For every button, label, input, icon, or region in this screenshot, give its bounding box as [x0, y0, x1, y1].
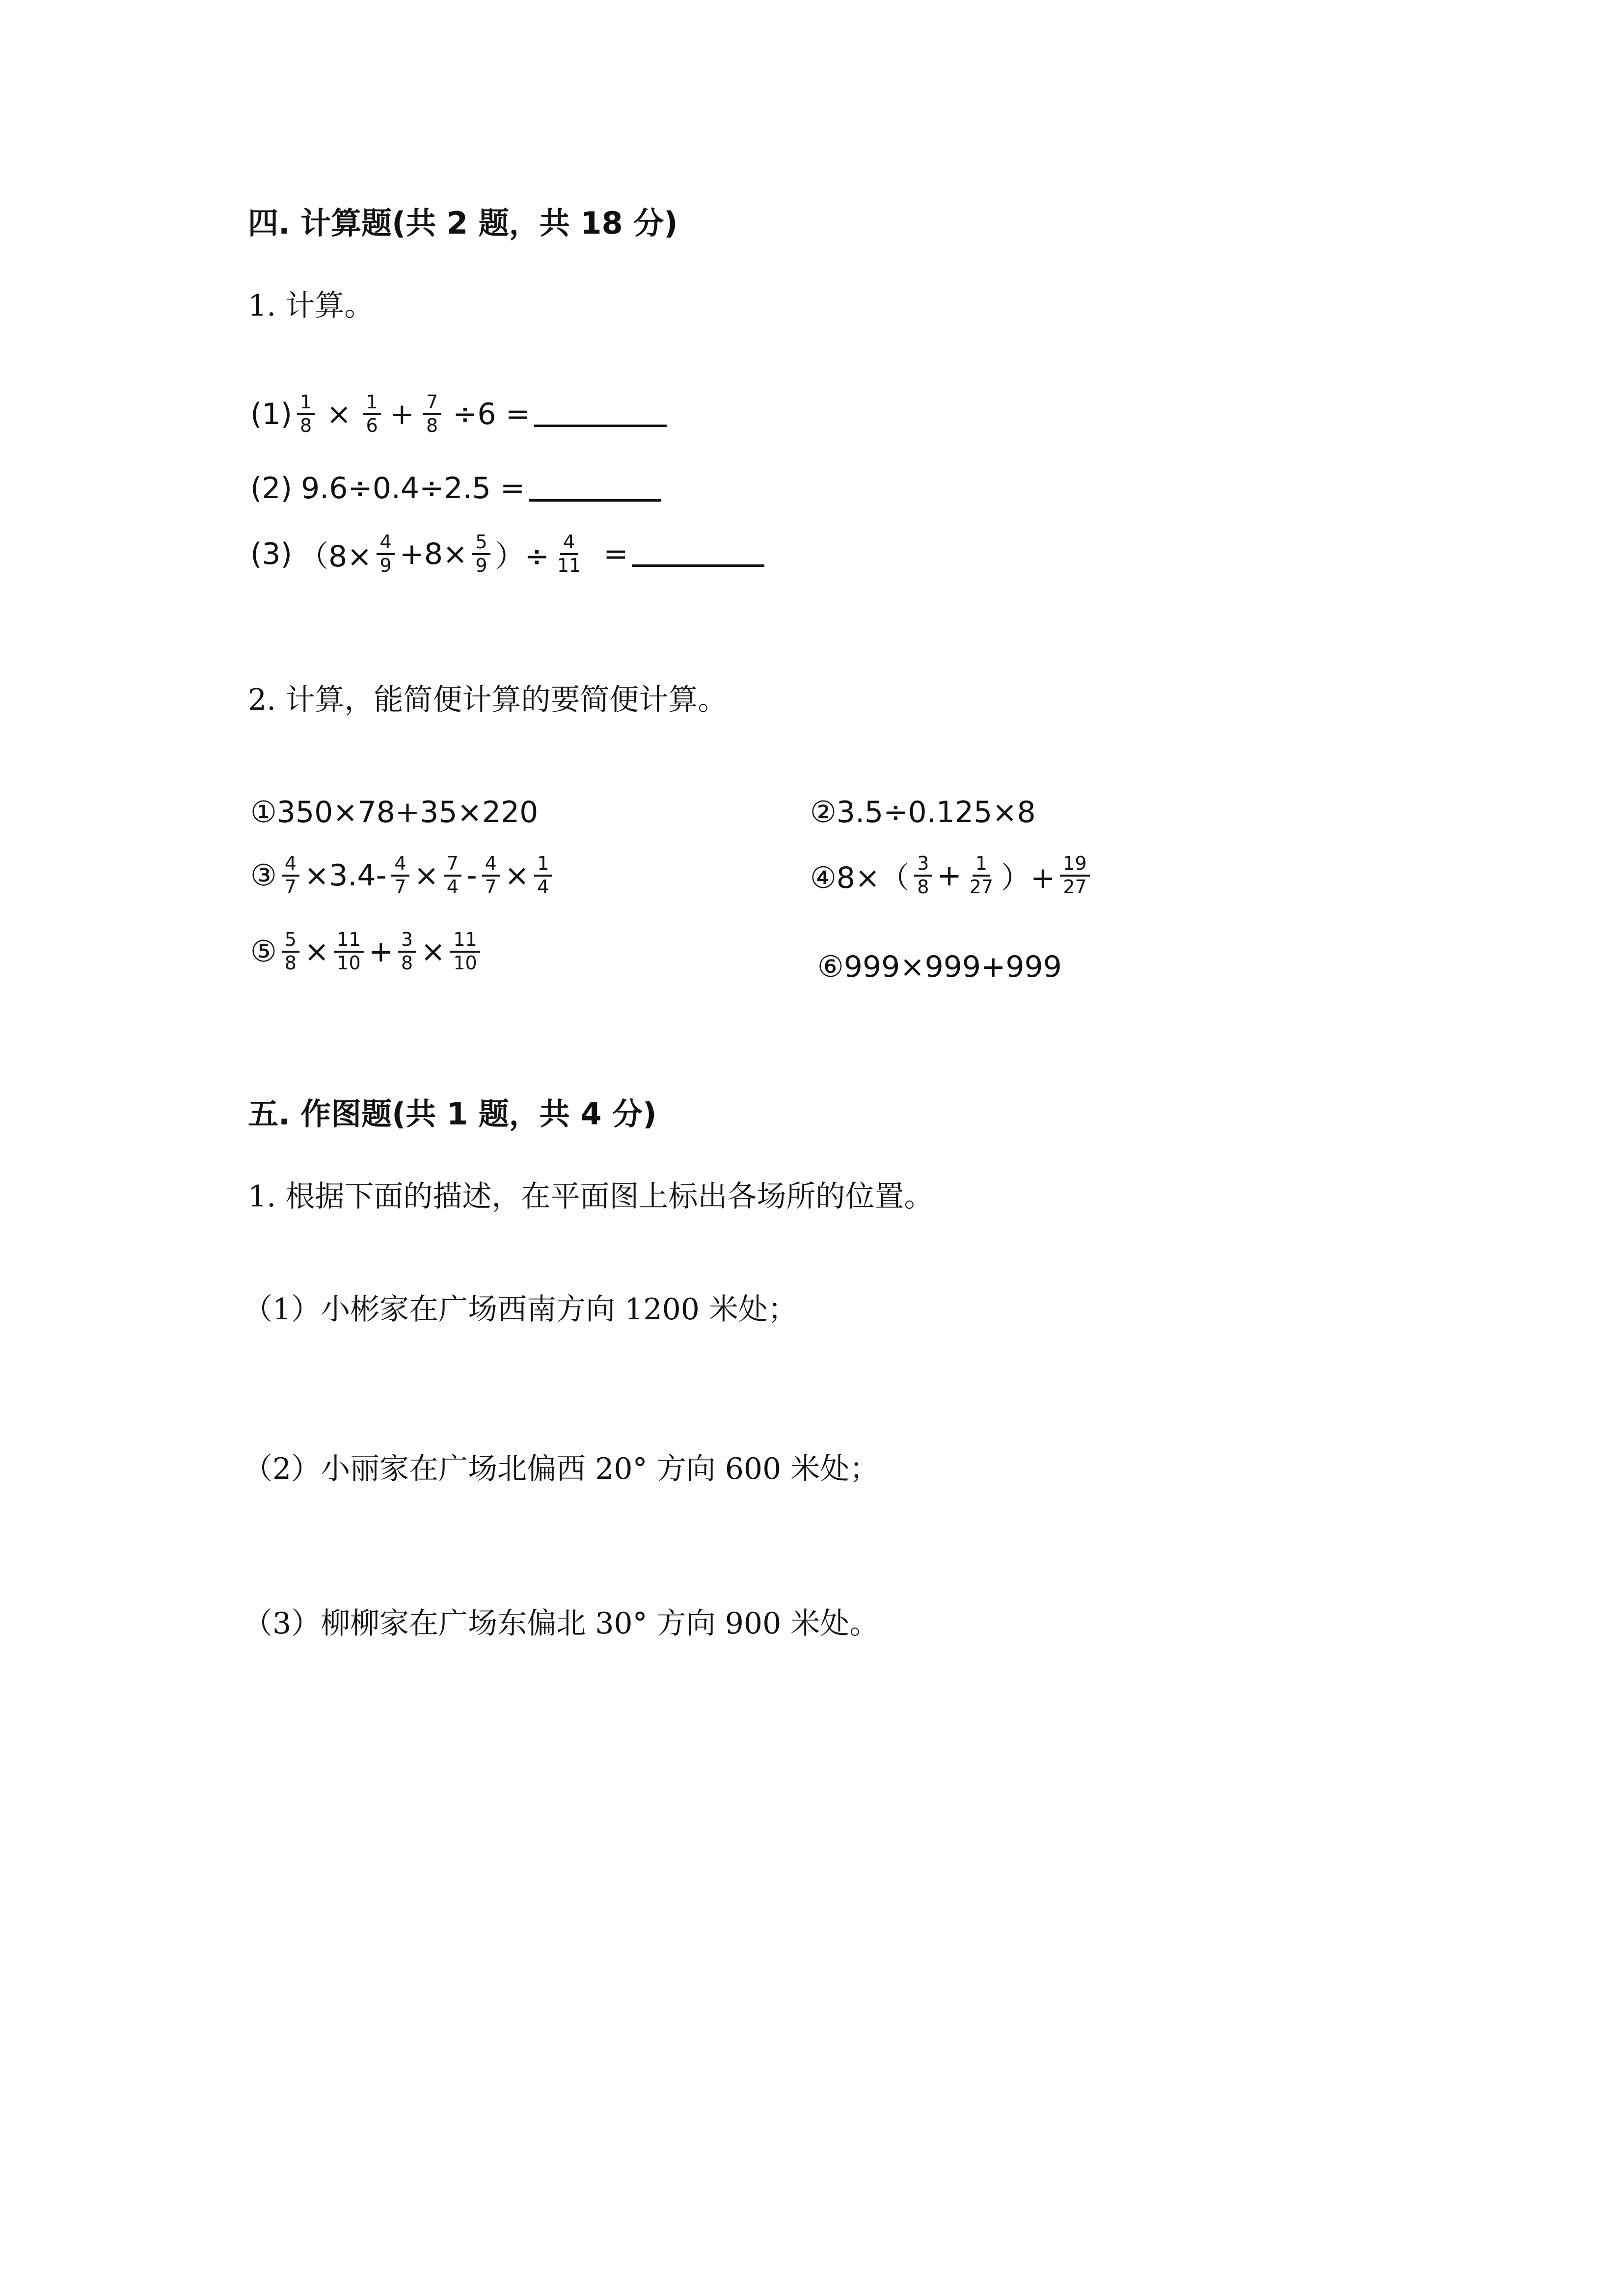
- problem-label: ④8×（: [810, 860, 910, 895]
- problem-2: [810, 795, 1036, 829]
- expression: ②3.5÷0.125×8: [810, 795, 1036, 829]
- fraction: $\frac{4}{11}$: [557, 531, 581, 576]
- problem-label: ⑤: [250, 934, 277, 969]
- fraction: $\frac{1}{6}$: [363, 393, 380, 436]
- fraction: $\frac{1}{8}$: [297, 393, 315, 436]
- operator: -: [466, 858, 477, 893]
- expression-part: ）+: [1001, 860, 1056, 895]
- problem-label: ③: [250, 858, 277, 893]
- fraction: $\frac{4}{7}$: [482, 854, 500, 897]
- expression-part: +8×: [399, 536, 468, 571]
- expression-tail: ÷6 =: [453, 397, 530, 431]
- operator: ×: [504, 858, 530, 893]
- operator: ×: [414, 858, 439, 893]
- fraction: $\frac{3}{8}$: [914, 854, 932, 897]
- expression-part: ）÷: [495, 539, 549, 574]
- section-5-heading: 五. 作图题(共 1 题，共 4 分): [248, 1096, 657, 1132]
- fraction: $\frac{11}{10}$: [450, 930, 480, 973]
- expression-part: （8×: [299, 539, 372, 574]
- problem-1: [250, 795, 538, 829]
- fraction: $\frac{4}{7}$: [391, 854, 409, 897]
- fraction: $\frac{4}{9}$: [377, 533, 394, 576]
- problem-4: [810, 854, 1095, 897]
- item-label: (2): [250, 471, 292, 506]
- problem-5: [250, 930, 485, 973]
- answer-blank[interactable]: [529, 476, 661, 502]
- calc-item-1: [250, 393, 667, 436]
- answer-blank[interactable]: [632, 541, 764, 567]
- fraction: $\frac{7}{4}$: [444, 854, 461, 897]
- calc-item-3: [250, 533, 764, 576]
- fraction: $\frac{4}{7}$: [282, 854, 299, 897]
- expression-part: ×3.4-: [304, 858, 387, 893]
- operator: ×: [421, 934, 446, 969]
- fraction: $\frac{19}{27}$: [1060, 854, 1089, 897]
- fraction: $\frac{1}{4}$: [534, 854, 552, 897]
- section-4-heading: 四. 计算题(共 2 题，共 18 分): [248, 205, 678, 241]
- item-label: (1): [250, 397, 292, 431]
- drawing-question-prompt: 1. 根据下面的描述，在平面图上标出各场所的位置。: [248, 1179, 934, 1214]
- location-item-3: （3）柳柳家在广场东偏北 30° 方向 900 米处。: [243, 1606, 879, 1641]
- operator: ×: [304, 934, 329, 969]
- problem-6: [817, 950, 1062, 984]
- operator: +: [389, 397, 414, 431]
- fraction: $\frac{7}{8}$: [423, 393, 441, 436]
- operator: ×: [326, 397, 352, 431]
- expression: ①350×78+35×220: [250, 795, 539, 829]
- fraction: $\frac{5}{8}$: [282, 930, 299, 973]
- question-2-prompt: 2. 计算，能简便计算的要简便计算。: [248, 683, 728, 717]
- problem-3: [250, 854, 557, 897]
- question-1-prompt: 1. 计算。: [248, 289, 374, 323]
- location-item-1: （1）小彬家在广场西南方向 1200 米处；: [243, 1292, 798, 1327]
- expression: 9.6÷0.4÷2.5 =: [301, 471, 525, 506]
- fraction: $\frac{5}{9}$: [472, 533, 490, 576]
- answer-blank[interactable]: [534, 401, 667, 427]
- fraction: $\frac{3}{8}$: [398, 930, 416, 973]
- location-item-2: （2）小丽家在广场北偏西 20° 方向 600 米处；: [243, 1452, 879, 1486]
- operator: +: [368, 934, 393, 969]
- operator: +: [937, 858, 962, 893]
- fraction: $\frac{11}{10}$: [334, 930, 363, 973]
- item-label: (3): [250, 536, 292, 571]
- equals: =: [603, 536, 628, 571]
- calc-item-2: [250, 471, 661, 506]
- expression: ⑥999×999+999: [817, 950, 1062, 984]
- fraction: $\frac{1}{27}$: [969, 853, 994, 898]
